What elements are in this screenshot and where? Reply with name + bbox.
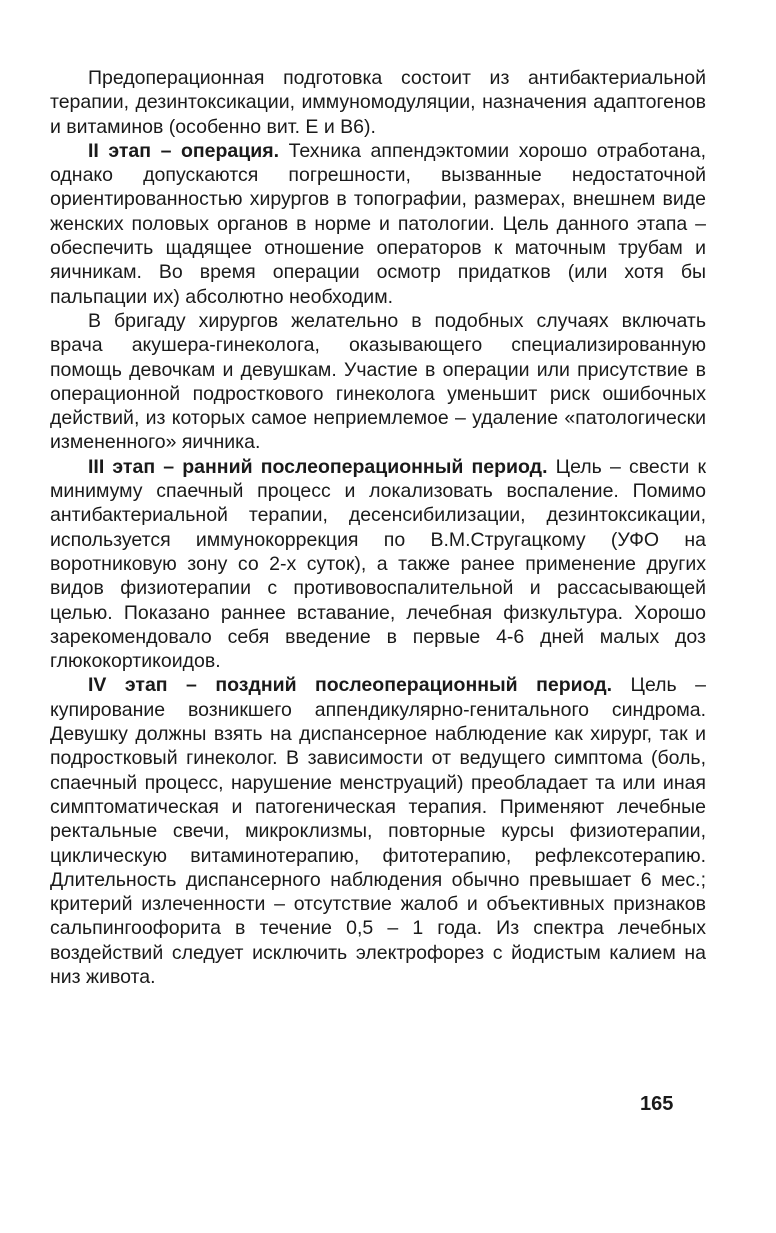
- paragraph-lead: IV этап – поздний послеоперационный период.: [88, 674, 613, 697]
- page-body: [50, 66, 706, 989]
- paragraph-preoperative: [50, 66, 706, 139]
- paragraph-text: Предоперационная подготовка состоит из антибактериальной терапии, дезинтоксикации, иммуномодуляции, назначения адаптогенов и витаминов (особенно вит. Е и В6).: [50, 67, 706, 138]
- paragraph-text: Цель – свести к минимуму спаечный процесс и локализовать воспаление. Помимо антибактериальной терапии, десенсибилизации, дезинтоксикации, используется иммунокоррекция по В.М.Стругацкому (УФО на воротниковую зону со 2-х суток), а также ранее применение других видов физиотерапии с противовоспалительной и рассасывающей целью. Показано раннее вставание, лечебная физкультура. Хорошо зарекомендовало себя введение в первые 4-6 дней малых доз глюкокортикоидов.: [50, 455, 706, 673]
- paragraph-stage-2: [50, 139, 706, 309]
- paragraph-text: Цель – купирование возникшего аппендикулярно-генитального синдрома. Девушку должны взять на диспансерное наблюдение как хирург, так и подростковый гинеколог. В зависимости от ведущего симптома (боль, спаечный процесс, нарушение менструаций) преобладает та или иная симптоматическая и патогеническая терапия. Применяют лечебные ректальные свечи, микроклизмы, повторные курсы физиотерапии, циклическую витаминотерапию, фитотерапию, рефлексотерапию. Длительность диспансерного наблюдения обычно превышает 6 мес.; критерий излеченности – отсутствие жалоб и объективных признаков сальпингоофорита в течение 0,5 – 1 года. Из спектра лечебных воздействий следует исключить электрофорез с йодистым калием на низ живота.: [50, 674, 706, 988]
- paragraph-text: В бригаду хирургов желательно в подобных случаях включать врача акушера-гинеколога, оказывающего специализированную помощь девочкам и девушкам. Участие в операции или присутствие в операционной подросткового гинеколога уменьшит риск ошибочных действий, из которых самое неприемлемое – удаление «патологически измененного» яичника.: [50, 309, 706, 454]
- paragraph-stage-4: [50, 673, 706, 989]
- paragraph-surgical-team: [50, 309, 706, 455]
- paragraph-text: Техника аппендэктомии хорошо отработана, однако допускаются погрешности, вызванные недостаточной ориентированностью хирургов в топографии, размерах, внешнем виде женских половых органов в норме и патологии. Цель данного этапа – обеспечить щадящее отношение операторов к маточным трубам и яичникам. Во время операции осмотр придатков (или хотя бы пальпации их) абсолютно необходим.: [50, 139, 706, 308]
- paragraph-lead: III этап – ранний послеоперационный период.: [88, 455, 548, 478]
- paragraph-stage-3: [50, 455, 706, 674]
- page-number: 165: [640, 1093, 674, 1115]
- paragraph-lead: II этап – операция.: [88, 139, 280, 162]
